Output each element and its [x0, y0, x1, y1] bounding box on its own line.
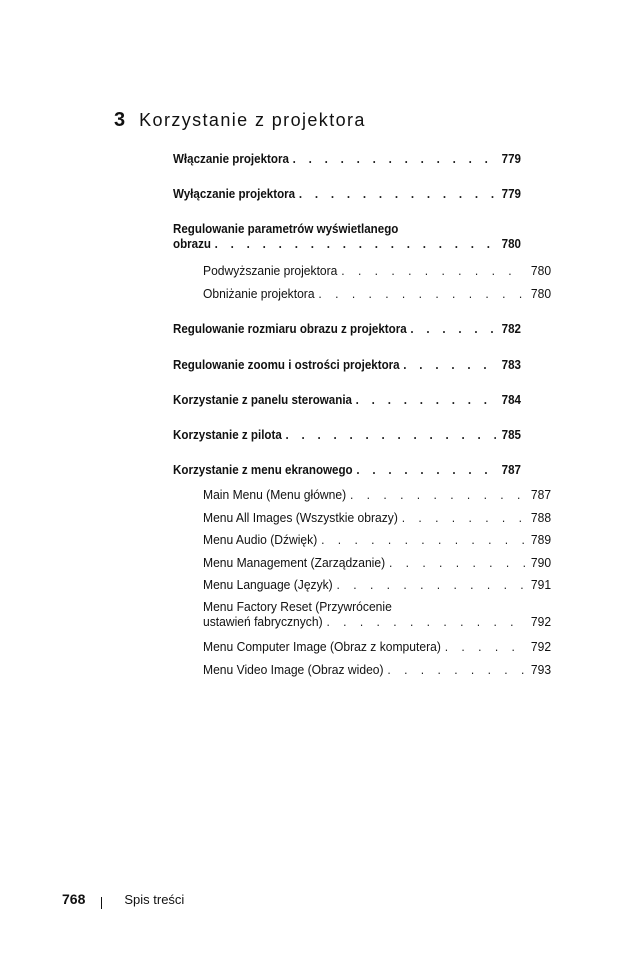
- footer-divider: [101, 897, 102, 909]
- dot-leader: [389, 556, 525, 571]
- dot-leader: [293, 152, 497, 167]
- toc-subentry[interactable]: [203, 556, 551, 571]
- dot-leader: [318, 287, 525, 302]
- toc-entry-page: 784: [501, 393, 522, 407]
- toc-entry-title: Menu Management (Zarządzanie): [203, 556, 386, 570]
- dot-leader: [403, 358, 496, 373]
- toc-entry-page: 791: [530, 578, 552, 592]
- toc-entry-page: 783: [501, 358, 522, 372]
- toc-entry-page: 782: [501, 322, 522, 336]
- toc-entry-page: 787: [501, 463, 522, 477]
- toc-entry[interactable]: [173, 322, 521, 337]
- toc-subentry[interactable]: [203, 640, 551, 655]
- toc-entry-title: Menu Video Image (Obraz wideo): [203, 663, 384, 677]
- toc-entry-title: ustawień fabrycznych): [203, 615, 323, 629]
- chapter-title: Korzystanie z projektora: [139, 110, 366, 130]
- dot-leader: [299, 187, 496, 202]
- dot-leader: [326, 615, 525, 630]
- toc-entry-title: Włączanie projektora: [173, 152, 289, 166]
- toc-entry-title: Obniżanie projektora: [203, 287, 315, 301]
- toc-subentry[interactable]: [203, 578, 551, 593]
- dot-leader: [356, 393, 496, 408]
- chapter-number: 3: [114, 109, 126, 131]
- toc-entry[interactable]: [173, 187, 521, 202]
- toc-entry-page: 792: [530, 640, 552, 654]
- dot-leader: [410, 322, 496, 337]
- toc-entry-title: Menu Computer Image (Obraz z komputera): [203, 640, 441, 654]
- toc-entry-page: 780: [530, 287, 552, 301]
- toc-entry-title: Korzystanie z menu ekranowego: [173, 463, 353, 477]
- dot-leader: [387, 663, 525, 678]
- dot-leader: [350, 488, 525, 503]
- toc-entry[interactable]: [173, 428, 521, 443]
- toc-entry-title: Menu Audio (Dźwięk): [203, 533, 318, 547]
- toc-entry-title: Korzystanie z panelu sterowania: [173, 393, 352, 407]
- toc-entry-page: 780: [501, 237, 522, 251]
- dot-leader: [215, 237, 496, 252]
- dot-leader: [285, 428, 496, 443]
- toc-entry-page: 780: [530, 264, 552, 278]
- toc-entry-title: Wyłączanie projektora: [173, 187, 296, 201]
- dot-leader: [341, 264, 525, 279]
- toc-entry[interactable]: [173, 222, 521, 252]
- toc-entry-title: Korzystanie z pilota: [173, 428, 282, 442]
- toc-subentry[interactable]: [203, 488, 551, 503]
- toc-entry-title-line1: Menu Factory Reset (Przywrócenie: [203, 600, 392, 614]
- toc-entry-title: Regulowanie zoomu i ostrości projektora: [173, 358, 400, 372]
- toc-entry-page: 790: [530, 556, 552, 570]
- dot-leader: [402, 511, 525, 526]
- toc-entry-title: obrazu: [173, 237, 211, 251]
- toc-subentry[interactable]: [203, 264, 551, 279]
- toc-entry-page: 789: [530, 533, 552, 547]
- toc-entry[interactable]: [173, 358, 521, 373]
- toc-entry-page: 785: [501, 428, 522, 442]
- toc-entry-title: Menu Language (Język): [203, 578, 333, 592]
- toc-entry-title: Regulowanie rozmiaru obrazu z projektora: [173, 322, 407, 336]
- dot-leader: [445, 640, 525, 655]
- toc-entry-title: Podwyższanie projektora: [203, 264, 338, 278]
- footer-section-title: Spis treści: [124, 891, 185, 907]
- toc-subentry[interactable]: [203, 533, 551, 548]
- toc-subentry[interactable]: [203, 663, 551, 678]
- dot-leader: [321, 533, 525, 548]
- toc-entry-page: 792: [530, 615, 552, 629]
- toc-entry[interactable]: [173, 152, 521, 167]
- toc-entry-page: 787: [530, 488, 552, 502]
- toc-entry-page: 788: [530, 511, 552, 525]
- page-footer: [62, 891, 184, 907]
- toc-entry-page: 779: [501, 187, 522, 201]
- toc-entry-title: Main Menu (Menu główne): [203, 488, 347, 502]
- toc-entry-page: 793: [530, 663, 552, 677]
- toc-subentry[interactable]: [203, 287, 551, 302]
- toc-entry-page: 779: [501, 152, 522, 166]
- chapter-heading: [114, 109, 366, 132]
- toc-entry-title: Menu All Images (Wszystkie obrazy): [203, 511, 398, 525]
- toc-subentry[interactable]: [203, 511, 551, 526]
- toc-entry[interactable]: [173, 393, 521, 408]
- toc-subentry[interactable]: [203, 600, 551, 630]
- toc-entry[interactable]: [173, 463, 521, 478]
- footer-page-number: 768: [62, 891, 86, 907]
- toc-entry-title-line1: Regulowanie parametrów wyświetlanego: [173, 222, 399, 236]
- dot-leader: [337, 578, 526, 593]
- dot-leader: [356, 463, 496, 478]
